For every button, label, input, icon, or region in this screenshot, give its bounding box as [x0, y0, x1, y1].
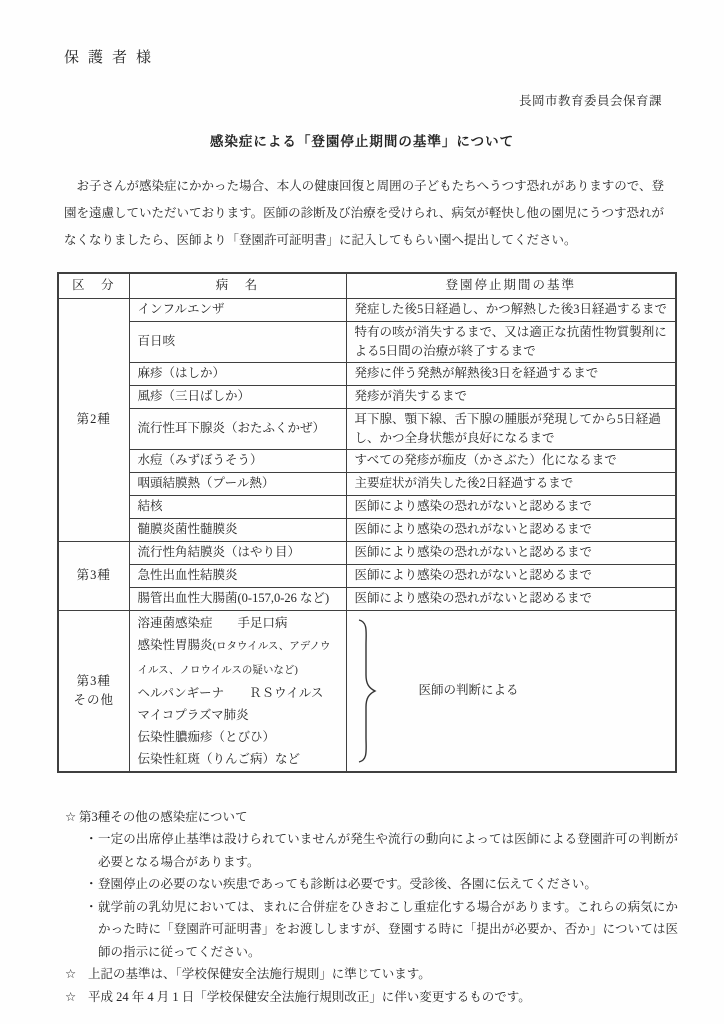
intro-paragraph: お子さんが感染症にかかった場合、本人の健康回復と周囲の子どもたちへうつす恐れがありますので、登園を遠慮していただいております。医師の診断及び治療を受けられ、病気が軽快し他の園児にうつす恐れがなくなりましたら、医師より「登園許可証明書」に記入してもらい園へ提出してください。: [64, 179, 664, 247]
disease-line: 伝染性膿痂疹（とびひ）: [137, 729, 276, 744]
table-row: [58, 564, 676, 587]
note-item: ・ 登園停止の必要のない疾患であっても診断は必要です。受診後、各園に伝えてください。: [65, 873, 678, 896]
table-row-type3-other: [58, 610, 676, 772]
table-row: [58, 321, 676, 362]
standard-cell: 医師の判断による: [418, 683, 519, 697]
standard-cell: 耳下腺、顎下線、舌下腺の腫脹が発現してから5日経過し、かつ全身状態が良好になるまで: [346, 408, 676, 449]
star-marker: ☆: [65, 809, 77, 824]
note-item: ☆ 上記の基準は、「学校保健安全法施行規則」に準じています。: [65, 963, 678, 986]
disease-cell: 結核: [129, 495, 346, 518]
table-row: [58, 518, 676, 541]
category-type2: 第2種: [58, 298, 129, 541]
standard-cell: 特有の咳が消失するまで、又は適正な抗菌性物質製剤による5日間の治療が終了するまで: [346, 321, 676, 362]
category-type3: 第3種: [58, 541, 129, 610]
standard-cell: すべての発疹が痂皮（かさぶた）化になるまで: [346, 449, 676, 472]
header-standard: 登園停止期間の基準: [346, 273, 676, 298]
exclusion-period-table: [57, 272, 677, 773]
standard-cell: 医師により感染の恐れがないと認めるまで: [346, 564, 676, 587]
header-disease: 病 名: [129, 273, 346, 298]
table-row: [58, 449, 676, 472]
star-marker: ☆: [65, 989, 77, 1004]
disease-line: 溶連菌感染症 手足口病: [137, 615, 288, 630]
disease-line: ヘルパンギーナ ＲＳウイルス: [137, 685, 324, 700]
disease-cell: 麻疹（はしか）: [129, 362, 346, 385]
disease-list-cell: [129, 610, 346, 772]
note-item: ・ 就学前の乳幼児においては、まれに合併症をひきおこし重症化する場合があります。これらの病気にかかった時に「登園許可証明書」をお渡ししますが、登園する時に「提出が必要か、否か」については医師の指示に従ってください。: [65, 896, 678, 964]
disease-cell: 百日咳: [129, 321, 346, 362]
category-type3-other: [58, 610, 129, 772]
footnotes: [65, 806, 678, 1009]
table-row: [58, 298, 676, 321]
note-item: ☆ 第3種その他の感染症について: [65, 806, 678, 829]
standard-cell: 医師により感染の恐れがないと認めるまで: [346, 518, 676, 541]
table-row: [58, 541, 676, 564]
table-row: [58, 472, 676, 495]
header-category: 区 分: [58, 273, 129, 298]
curly-brace-icon: [355, 618, 379, 764]
disease-cell: 流行性耳下腺炎（おたふくかぜ）: [129, 408, 346, 449]
recipient-line: 保護者様: [64, 50, 161, 66]
disease-cell: 腸管出血性大腸菌(0-157,0-26 など): [129, 587, 346, 610]
disease-line: マイコプラズマ肺炎: [137, 707, 249, 722]
standard-brace-cell: [346, 610, 676, 772]
disease-line: 感染性胃腸炎(ロタウイルス、アデノウイルス、ノロウイルスの疑いなど): [137, 637, 331, 676]
table-row: [58, 587, 676, 610]
disease-cell: 咽頭結膜熱（プール熱）: [129, 472, 346, 495]
bullet-marker: ・: [85, 899, 98, 914]
disease-cell: 髄膜炎菌性髄膜炎: [129, 518, 346, 541]
disease-cell: 流行性角結膜炎（はやり目）: [129, 541, 346, 564]
disease-line-detail: (ロタウイルス、アデノウイルス、ノロウイルスの疑いなど): [137, 640, 331, 676]
disease-cell: 水痘（みずぼうそう）: [129, 449, 346, 472]
standard-cell: 医師により感染の恐れがないと認めるまで: [346, 541, 676, 564]
note-item: ☆ 平成 24 年 4 月 1 日「学校保健安全法施行規則改正」に伴い変更するものです。: [65, 986, 678, 1009]
standard-cell: 医師により感染の恐れがないと認めるまで: [346, 587, 676, 610]
category-label-line: その他: [73, 692, 114, 707]
category-label-line: 第3種: [76, 673, 111, 688]
standard-cell: 発症した後5日経過し、かつ解熱した後3日経過するまで: [346, 298, 676, 321]
disease-cell: インフルエンザ: [129, 298, 346, 321]
disease-line: 伝染性紅斑（りんご病）など: [137, 751, 301, 766]
table-row: [58, 385, 676, 408]
note-item: ・ 一定の出席停止基準は設けられていませんが発生や流行の動向によっては医師による登園許可の判断が必要となる場合があります。: [65, 828, 678, 873]
star-marker: ☆: [65, 967, 77, 981]
standard-cell: 主要症状が消失した後2日経過するまで: [346, 472, 676, 495]
disease-cell: 急性出血性結膜炎: [129, 564, 346, 587]
standard-cell: 発疹が消失するまで: [346, 385, 676, 408]
table-row: [58, 362, 676, 385]
standard-cell: 発疹に伴う発熱が解熱後3日を経過するまで: [346, 362, 676, 385]
bullet-marker: ・: [85, 832, 98, 846]
table-row: [58, 495, 676, 518]
table-row: [58, 408, 676, 449]
document-title: 感染症による「登園停止期間の基準」について: [209, 134, 515, 149]
organization-line: 長岡市教育委員会保育課: [518, 94, 662, 108]
bullet-marker: ・: [85, 877, 98, 891]
standard-cell: 医師により感染の恐れがないと認めるまで: [346, 495, 676, 518]
table-header-row: [58, 273, 676, 298]
disease-cell: 風疹（三日ばしか）: [129, 385, 346, 408]
